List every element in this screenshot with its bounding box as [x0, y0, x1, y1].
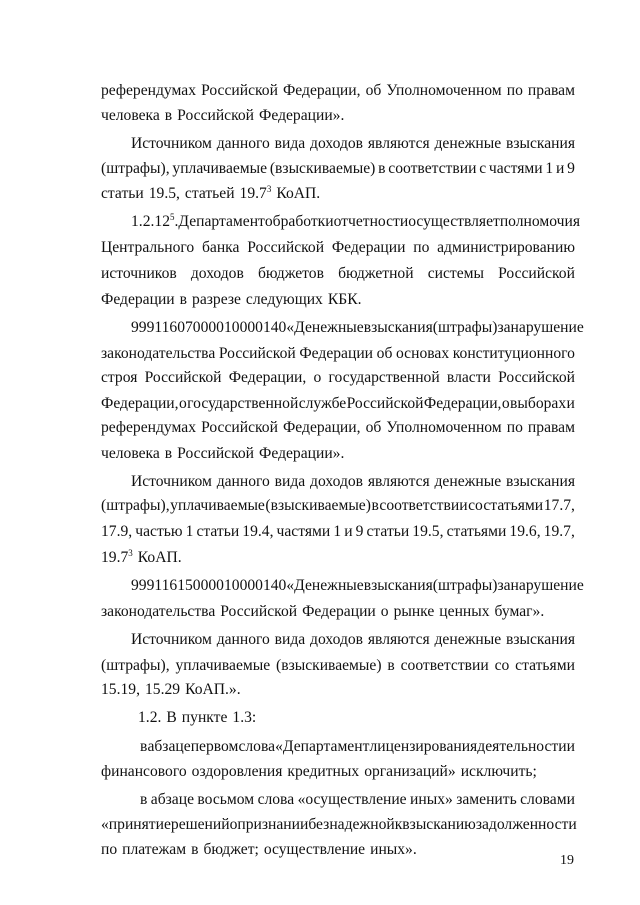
word: Федерации,	[101, 395, 179, 412]
word: в	[164, 107, 173, 124]
word: о	[313, 369, 322, 386]
word: 15.29	[144, 681, 181, 698]
word: об	[376, 345, 393, 362]
word: Федерации,	[228, 369, 307, 386]
word: организаций»	[364, 763, 456, 780]
word: референдумах	[101, 82, 197, 99]
word: о	[178, 395, 187, 412]
word: Уполномоченном	[386, 82, 502, 99]
word: уплачиваемые	[175, 657, 271, 674]
word: данного	[216, 473, 270, 490]
word: статьи	[101, 185, 144, 202]
word: об	[365, 82, 382, 99]
text-line	[101, 368, 575, 388]
word: осуществление	[263, 841, 366, 858]
text-line	[101, 496, 575, 516]
word: власти	[446, 369, 491, 386]
word: данного	[216, 135, 270, 152]
text-line	[101, 602, 575, 622]
word: безнадежной	[308, 816, 395, 833]
word: статьей	[184, 185, 235, 202]
word: (штрафы)	[432, 577, 498, 594]
word: 1.2.12$^5$.	[131, 212, 179, 230]
word: абзаце	[147, 738, 191, 755]
word: законодательства	[101, 603, 216, 620]
word: о	[501, 395, 510, 412]
word: вида	[274, 473, 306, 490]
word: исключить;	[460, 763, 537, 780]
word: о	[229, 816, 238, 833]
word: Федерации».	[259, 107, 345, 124]
word: 9	[355, 523, 364, 540]
word: Российской	[201, 82, 278, 99]
word: источников	[101, 265, 177, 282]
word: 15.19,	[101, 681, 140, 698]
text-line	[131, 630, 575, 650]
word: и	[344, 523, 353, 540]
word: правам	[527, 419, 575, 436]
word: доходов	[310, 135, 364, 152]
word: деятельности	[477, 738, 567, 755]
word: данного	[216, 631, 270, 648]
word: по	[506, 82, 523, 99]
word: 1	[185, 523, 194, 540]
word: 19.4,	[242, 523, 274, 540]
word: КоАП.».	[185, 681, 241, 698]
word: и	[566, 738, 575, 755]
word: статьи	[196, 523, 240, 540]
text-line	[101, 106, 575, 126]
word: следующих	[245, 291, 323, 308]
word: Федерации,	[282, 82, 361, 99]
word: соответствии	[388, 160, 477, 177]
word: Российской	[144, 369, 222, 386]
text-line	[138, 708, 575, 728]
text-line	[101, 444, 575, 464]
word: денежные	[434, 631, 502, 648]
word: 19.6,	[509, 523, 541, 540]
word: частями	[488, 160, 543, 177]
text-line	[101, 238, 575, 258]
word: в	[191, 841, 199, 858]
word: со	[494, 657, 510, 674]
word: уплачиваемые	[170, 497, 265, 514]
word: Федерации	[101, 291, 175, 308]
word: рынке	[393, 603, 435, 620]
word: задолженности	[475, 816, 577, 833]
word: статьи	[366, 523, 410, 540]
word: 19.7$^3$	[239, 184, 272, 202]
word: являются	[367, 631, 430, 648]
word: к	[394, 816, 403, 833]
word: человека	[101, 107, 160, 124]
word: слова	[238, 738, 276, 755]
word: денежные	[434, 135, 502, 152]
text-line	[140, 737, 575, 757]
word: 19.5,	[412, 523, 444, 540]
word: первом	[190, 738, 239, 755]
word: (взыскиваемые)	[269, 160, 376, 177]
word: в	[387, 657, 395, 674]
text-line	[101, 344, 575, 364]
word: Департамент	[178, 213, 265, 230]
word: Российской	[498, 265, 575, 282]
word: конституционного	[452, 345, 575, 362]
word: нарушение	[510, 319, 584, 336]
word: КоАП.	[137, 549, 182, 566]
word: вида	[274, 631, 306, 648]
word: об	[365, 419, 382, 436]
word: иных»	[410, 791, 453, 808]
word: выборах	[510, 395, 567, 412]
word: референдумах	[101, 419, 197, 436]
word: «принятие	[101, 816, 171, 833]
word: статьями	[483, 497, 544, 514]
word: полномочия	[499, 213, 580, 230]
word: Источником	[131, 631, 212, 648]
word: Уполномоченном	[386, 419, 502, 436]
word: государственной	[328, 369, 440, 386]
word: «Департамент	[275, 738, 370, 755]
word: службе	[298, 395, 347, 412]
word: и	[566, 395, 575, 412]
word: являются	[367, 473, 430, 490]
text-line	[101, 184, 575, 204]
word: восьмом	[197, 791, 255, 808]
word: Источником	[131, 473, 212, 490]
word: бюджетной	[338, 265, 414, 282]
word: осуществляет	[408, 213, 500, 230]
word: со	[468, 497, 483, 514]
word: в	[179, 291, 188, 308]
word: платежам	[122, 841, 187, 858]
word: взыскания	[363, 319, 433, 336]
word: 9	[567, 160, 575, 177]
word: Федерации	[299, 345, 374, 362]
text-line	[131, 134, 575, 154]
word: доходов	[310, 631, 364, 648]
word: Российской	[346, 395, 424, 412]
word: соответствии	[379, 497, 468, 514]
word: администрированию	[437, 239, 575, 256]
word: с	[479, 160, 487, 177]
word: статьями	[515, 657, 575, 674]
text-line	[101, 81, 575, 101]
word: Федерации,	[282, 419, 361, 436]
word: в	[140, 738, 148, 755]
text-line	[131, 212, 580, 232]
word: оздоровления	[191, 763, 283, 780]
word: (штрафы),	[101, 657, 170, 674]
text-line	[101, 762, 575, 782]
word: Центрального	[101, 239, 195, 256]
word: частями	[276, 523, 331, 540]
word: Российской	[177, 107, 255, 124]
word: в	[378, 160, 386, 177]
word: соответствии	[400, 657, 489, 674]
word: (штрафы),	[101, 497, 170, 514]
word: Российской	[218, 345, 296, 362]
word: пункте	[181, 709, 228, 726]
word: банка	[201, 239, 240, 256]
word: 19.7,	[543, 523, 575, 540]
word: 99911615000010000140	[131, 577, 287, 594]
text-line	[140, 790, 575, 810]
word: являются	[367, 135, 430, 152]
word: лицензирования	[369, 738, 478, 755]
word: уплачиваемые	[172, 160, 268, 177]
word: взыскания	[505, 473, 575, 490]
text-line	[101, 680, 575, 700]
text-line	[101, 418, 575, 438]
word: 1.2.	[138, 709, 162, 726]
word: «осуществление	[297, 791, 407, 808]
word: Российской	[177, 445, 255, 462]
word: за	[497, 577, 511, 594]
word: Российской	[247, 239, 325, 256]
word: статьями	[446, 523, 507, 540]
word: 17.7,	[543, 497, 575, 514]
word: 1	[545, 160, 554, 177]
page-number: 19	[560, 853, 574, 868]
text-line	[101, 394, 575, 414]
word: по	[413, 239, 430, 256]
word: взыскания	[505, 135, 575, 152]
word: законодательства	[101, 345, 216, 362]
text-line	[131, 472, 575, 492]
word: взыскания	[505, 631, 575, 648]
word: 1	[333, 523, 342, 540]
word: доходов	[190, 265, 244, 282]
word: словами	[520, 791, 575, 808]
text-line	[101, 656, 575, 676]
word: 19.5,	[148, 185, 180, 202]
word: бюджет;	[203, 841, 259, 858]
word: системы	[427, 265, 484, 282]
word: Российской	[498, 369, 575, 386]
word: в	[371, 497, 379, 514]
word: вида	[274, 135, 306, 152]
word: (взыскиваемые)	[265, 497, 371, 514]
word: в	[164, 445, 173, 462]
text-line	[131, 318, 584, 338]
word: слова	[257, 791, 295, 808]
word: Федерации	[302, 603, 376, 620]
word: правам	[527, 82, 575, 99]
word: В	[166, 709, 177, 726]
word: «Денежные	[286, 577, 364, 594]
text-line	[101, 264, 575, 284]
text-line	[101, 840, 575, 860]
word: денежные	[434, 473, 502, 490]
word: взысканию	[402, 816, 476, 833]
word: бумаг».	[494, 603, 545, 620]
word: отчетности	[333, 213, 409, 230]
word: Российской	[220, 603, 298, 620]
word: КоАП.	[276, 185, 321, 202]
word: КБК.	[327, 291, 362, 308]
text-line	[101, 159, 575, 179]
word: 1.3:	[232, 709, 257, 726]
word: государственной	[187, 395, 299, 412]
word: Федерации	[331, 239, 406, 256]
word: заменить	[456, 791, 517, 808]
text-line	[131, 576, 584, 596]
word: частью	[135, 523, 183, 540]
word: обработки	[264, 213, 334, 230]
word: бюджетов	[257, 265, 324, 282]
word: Федерации».	[259, 445, 345, 462]
text-line	[101, 815, 575, 835]
text-line	[101, 290, 575, 310]
word: решений	[170, 816, 230, 833]
word: человека	[101, 445, 160, 462]
word: взыскания	[363, 577, 433, 594]
word: (штрафы)	[432, 319, 498, 336]
word: (штрафы),	[101, 160, 170, 177]
word: строя	[101, 369, 138, 386]
word: 19.7$^3$	[101, 548, 133, 566]
word: и	[555, 160, 565, 177]
word: по	[506, 419, 523, 436]
word: о	[380, 603, 389, 620]
word: ценных	[439, 603, 490, 620]
word: 99911607000010000140	[131, 319, 287, 336]
word: разрезе	[192, 291, 241, 308]
word: «Денежные	[286, 319, 364, 336]
word: в	[140, 791, 148, 808]
word: финансового	[101, 763, 187, 780]
word: абзаце	[150, 791, 194, 808]
word: по	[101, 841, 118, 858]
word: кредитных	[287, 763, 360, 780]
word: доходов	[310, 473, 364, 490]
word: основах	[396, 345, 450, 362]
text-line	[101, 548, 575, 568]
word: Источником	[131, 135, 212, 152]
word: нарушение	[510, 577, 584, 594]
word: за	[497, 319, 511, 336]
word: Российской	[201, 419, 278, 436]
text-line	[101, 522, 575, 542]
word: иных».	[370, 841, 417, 858]
word: Федерации,	[423, 395, 502, 412]
word: (взыскиваемые)	[276, 657, 382, 674]
word: признании	[237, 816, 309, 833]
word: 17.9,	[101, 523, 133, 540]
